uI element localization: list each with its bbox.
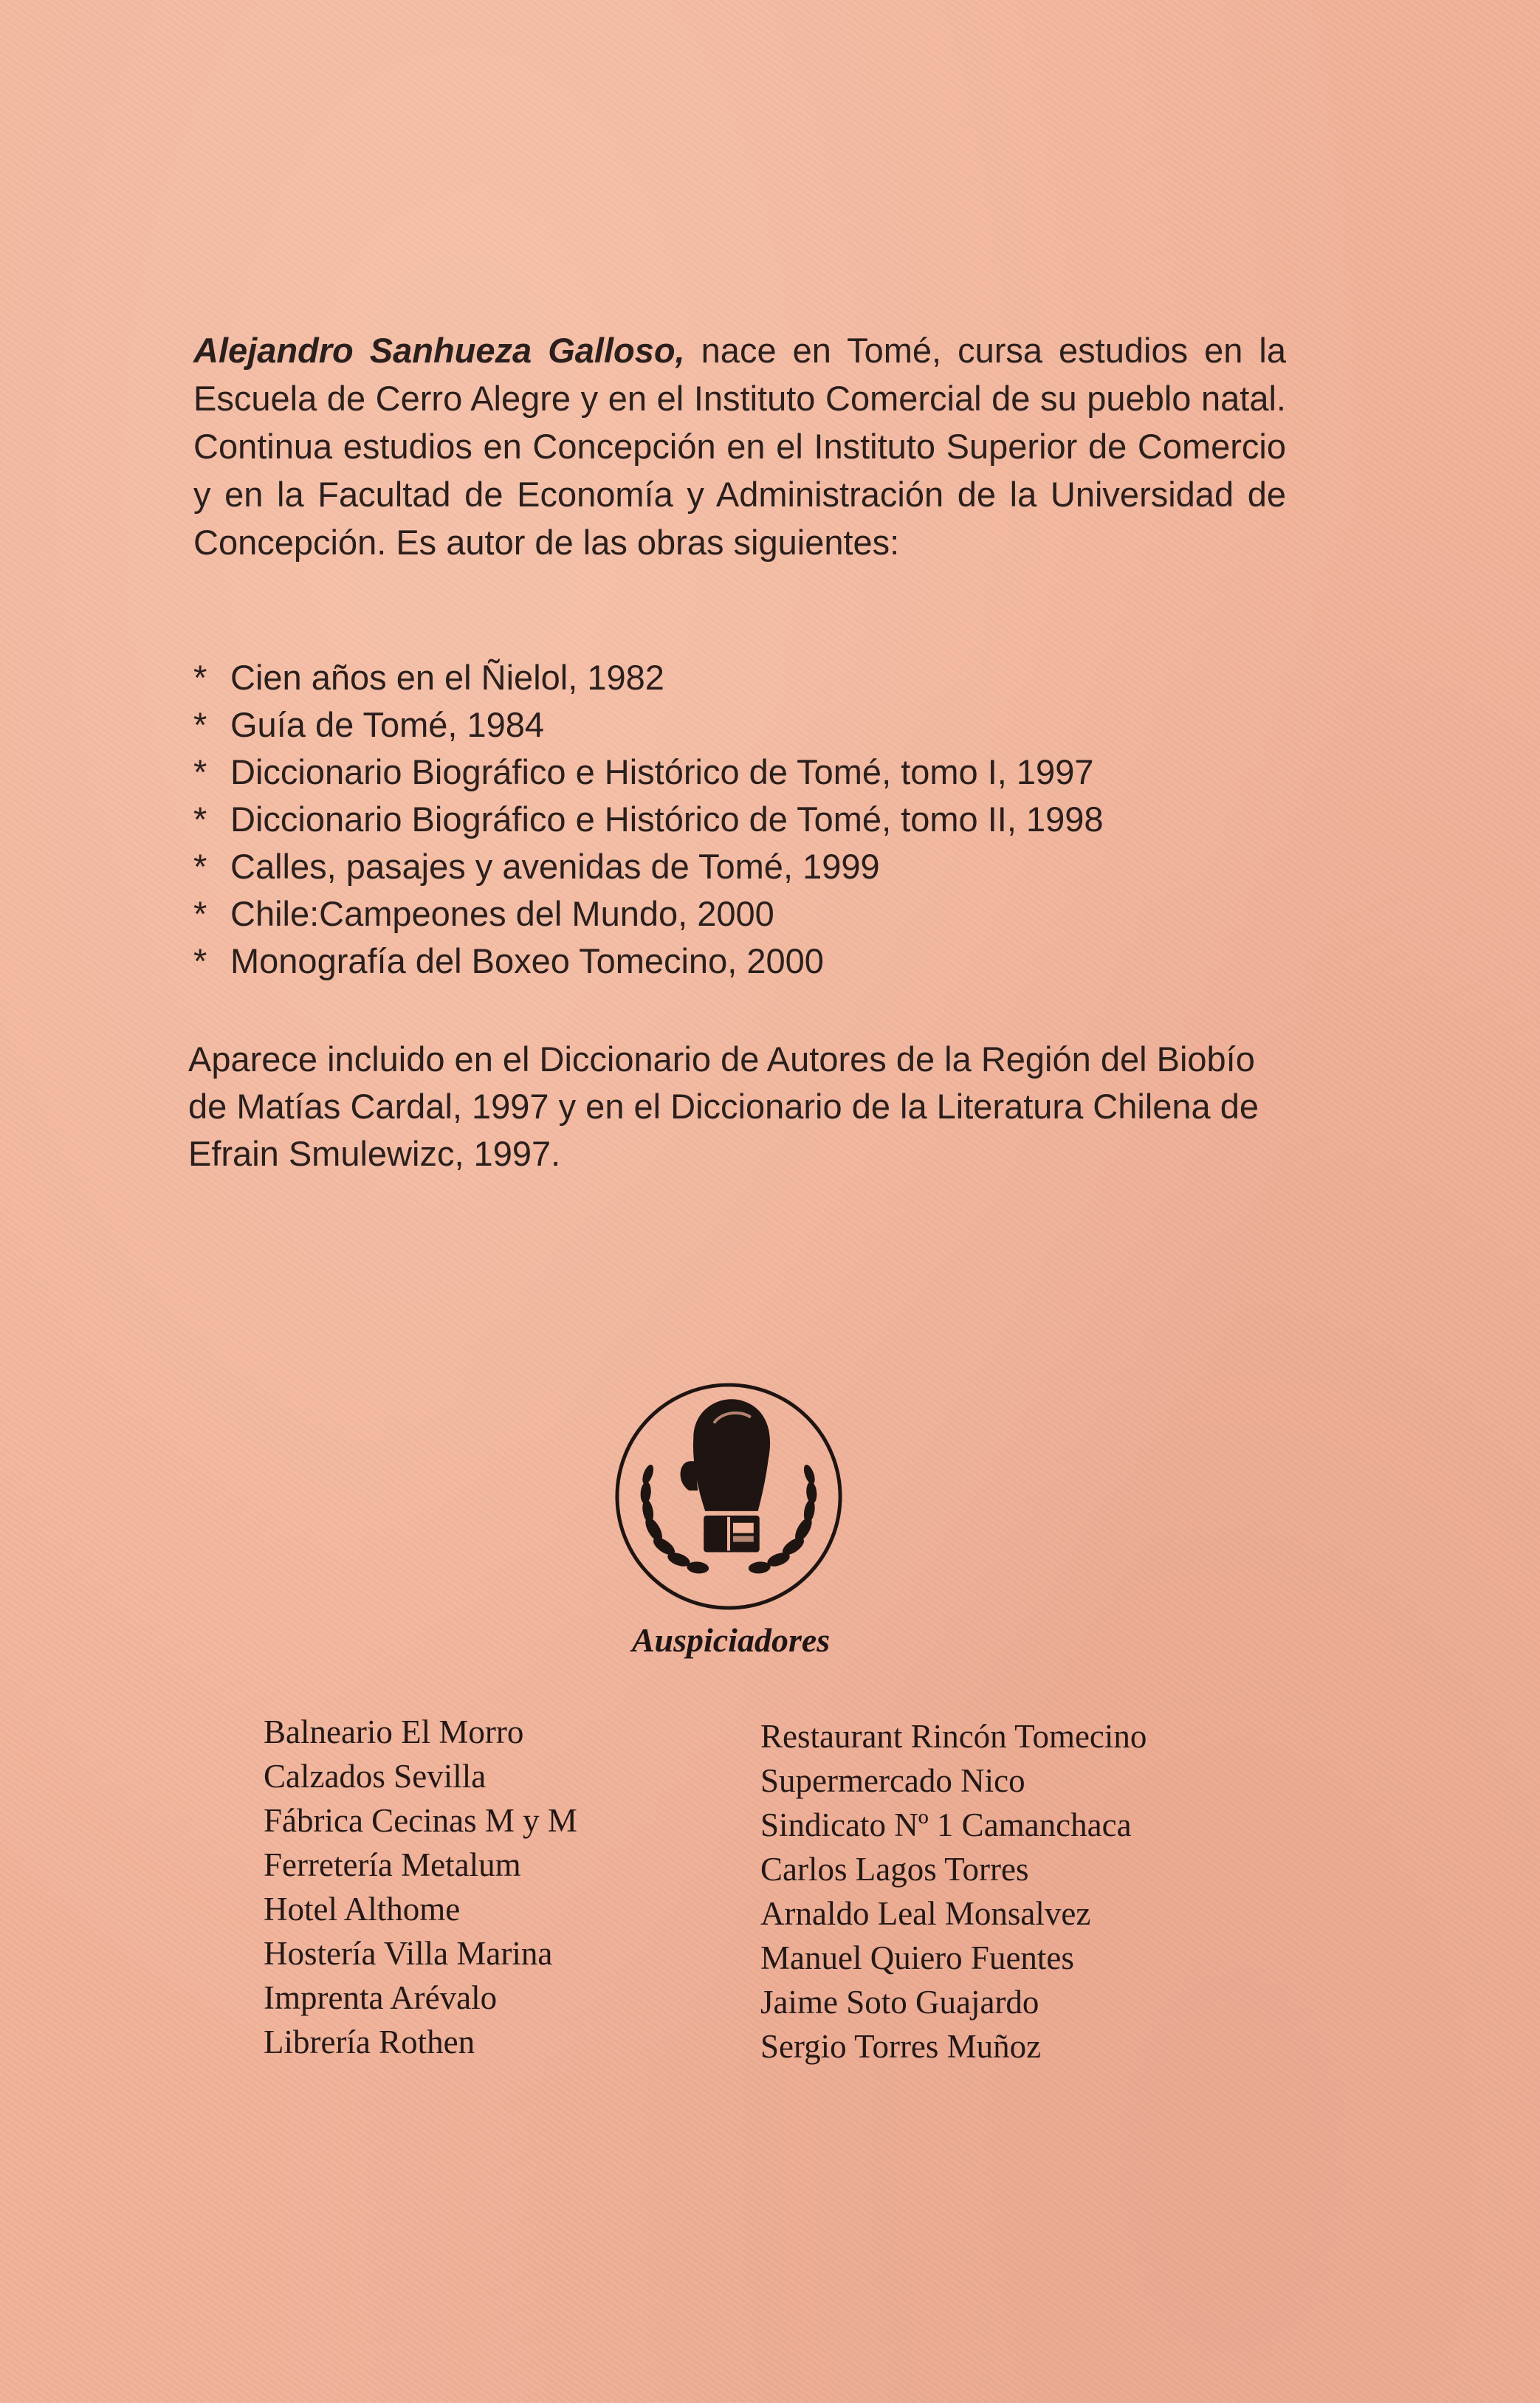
list-item: Jaime Soto Guajardo [760,1984,1039,2021]
work-title: Monografía del Boxeo Tomecino, 2000 [230,941,824,980]
list-item: Hotel Althome [264,1891,461,1928]
list-item [193,749,1301,796]
list-item: Balneario El Morro [264,1713,524,1750]
list-item: Carlos Lagos Torres [760,1851,1029,1888]
work-title: Calles, pasajes y avenidas de Tomé, 1999 [230,847,880,886]
dictionary-mentions: Aparece incluido en el Diccionario de Autores de la Región del Biobío de Matías Cardal, 1997 y en el Diccionario de la Literatura Chilena de Efrain Smulewizc, 1997. [188,1039,1259,1173]
sponsors-title: Auspiciadores [631,1621,831,1659]
work-title: Cien años en el Ñielol, 1982 [230,658,664,697]
list-item: Supermercado Nico [760,1762,1025,1799]
list-item: Manuel Quiero Fuentes [760,1939,1074,1976]
bullet-asterisk: * [193,941,207,980]
list-item [193,843,1301,890]
biography-text: nace en Tomé, cursa estudios en la Escuela de Cerro Alegre y en el Instituto Comercial de su pueblo natal. Continua estudios en Concepción en el Instituto Superior de Comercio y en la Facultad de Economía y Administración de la Universidad de Concepción. Es autor de las obras siguientes: [193,331,1287,562]
bullet-asterisk: * [193,800,207,839]
bullet-asterisk: * [193,752,207,791]
list-item: Imprenta Arévalo [264,1979,498,2016]
work-title: Guía de Tomé, 1984 [230,705,545,744]
bullet-asterisk: * [193,658,207,697]
list-item: Hostería Villa Marina [264,1935,553,1972]
work-title: Diccionario Biográfico e Histórico de Tomé, tomo I, 1997 [230,752,1094,791]
works-list [193,654,1301,985]
boxing-glove-laurel-icon [611,1379,846,1614]
work-title: Diccionario Biográfico e Histórico de Tomé, tomo II, 1998 [230,800,1104,839]
list-item: Fábrica Cecinas M y M [264,1802,577,1839]
author-name: Alejandro Sanhueza Galloso, [193,331,685,370]
list-item: Arnaldo Leal Monsalvez [760,1895,1091,1932]
list-item: Restaurant Rincón Tomecino [760,1718,1147,1755]
author-biography [193,326,1286,566]
list-item: Ferretería Metalum [264,1846,521,1883]
list-item: Sindicato Nº 1 Camanchaca [760,1806,1132,1843]
list-item [193,796,1301,843]
bullet-asterisk: * [193,705,207,744]
list-item: Calzados Sevilla [264,1758,487,1795]
list-item: Librería Rothen [264,2024,475,2060]
list-item [193,654,1301,701]
list-item [193,890,1301,938]
sponsors-right-column [760,1714,1147,2069]
work-title: Chile:Campeones del Mundo, 2000 [230,894,774,933]
bullet-asterisk: * [193,894,207,933]
sponsors-left-column [264,1710,577,2064]
list-item [193,938,1301,985]
bullet-asterisk: * [193,847,207,886]
list-item: Sergio Torres Muñoz [760,2028,1042,2065]
list-item [193,701,1301,749]
